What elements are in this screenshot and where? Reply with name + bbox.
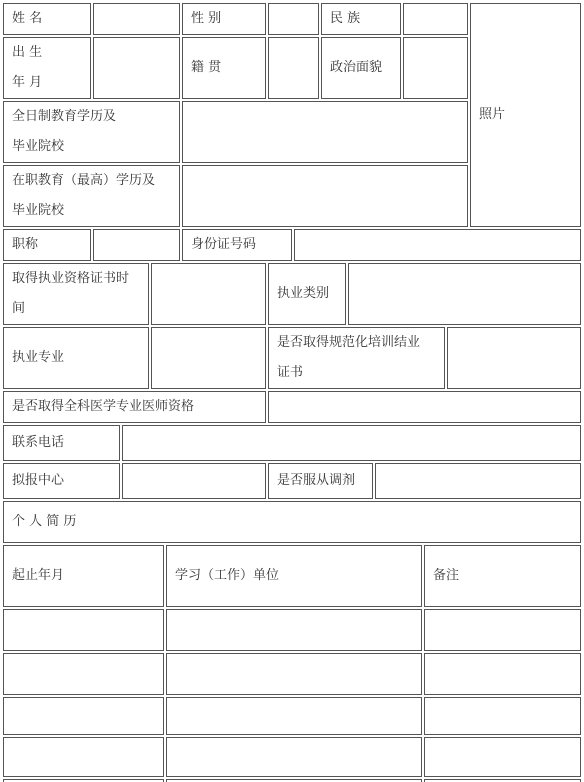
- resume-remarks-cell[interactable]: [424, 737, 581, 777]
- resume-col-period: 起止年月: [3, 545, 164, 607]
- gender-field[interactable]: [268, 3, 319, 35]
- practice-category-label: 执业类别: [268, 263, 346, 325]
- fulltime-education-field[interactable]: [182, 101, 468, 163]
- license-time-label: 取得执业资格证书时 间: [3, 263, 149, 325]
- title-field[interactable]: [93, 229, 180, 261]
- name-label: 姓 名: [3, 3, 91, 35]
- inservice-education-field[interactable]: [182, 165, 468, 227]
- ethnicity-label: 民 族: [321, 3, 401, 35]
- id-number-label: 身份证号码: [182, 229, 292, 261]
- resume-remarks-cell[interactable]: [424, 609, 581, 651]
- native-place-field[interactable]: [268, 37, 319, 99]
- resume-period-cell[interactable]: [3, 609, 164, 651]
- target-center-field[interactable]: [122, 463, 266, 499]
- resume-unit-cell[interactable]: [166, 697, 422, 735]
- birth-label: 出 生 年 月: [3, 37, 91, 99]
- birth-field[interactable]: [93, 37, 180, 99]
- ethnicity-field[interactable]: [403, 3, 468, 35]
- accept-assignment-label: 是否服从调剂: [268, 463, 373, 499]
- practice-specialty-field[interactable]: [151, 327, 266, 389]
- resume-remarks-cell[interactable]: [424, 653, 581, 695]
- phone-label: 联系电话: [3, 425, 120, 461]
- resume-col-remarks: 备注: [424, 545, 581, 607]
- resume-period-cell[interactable]: [3, 737, 164, 777]
- title-label: 职称: [3, 229, 91, 261]
- practice-category-field[interactable]: [348, 263, 581, 325]
- resume-col-unit: 学习（工作）单位: [166, 545, 422, 607]
- resume-period-cell[interactable]: [3, 653, 164, 695]
- gp-qualification-field[interactable]: [268, 391, 581, 423]
- standard-training-field[interactable]: [447, 327, 581, 389]
- phone-field[interactable]: [122, 425, 581, 461]
- inservice-education-label: 在职教育（最高）学历及 毕业院校: [3, 165, 180, 227]
- standard-training-label: 是否取得规范化培训结业 证书: [268, 327, 445, 389]
- resume-period-cell[interactable]: [3, 697, 164, 735]
- resume-unit-cell[interactable]: [166, 653, 422, 695]
- resume-unit-cell[interactable]: [166, 609, 422, 651]
- fulltime-education-label: 全日制教育学历及 毕业院校: [3, 101, 180, 163]
- resume-unit-cell[interactable]: [166, 737, 422, 777]
- practice-specialty-label: 执业专业: [3, 327, 149, 389]
- resume-section-title: 个 人 简 历: [3, 501, 581, 543]
- license-time-field[interactable]: [151, 263, 266, 325]
- accept-assignment-field[interactable]: [375, 463, 581, 499]
- political-status-label: 政治面貌: [321, 37, 401, 99]
- resume-remarks-cell[interactable]: [424, 697, 581, 735]
- gp-qualification-label: 是否取得全科医学专业医师资格: [3, 391, 266, 423]
- native-place-label: 籍 贯: [182, 37, 266, 99]
- target-center-label: 拟报中心: [3, 463, 120, 499]
- name-field[interactable]: [93, 3, 180, 35]
- gender-label: 性 别: [182, 3, 266, 35]
- photo-box[interactable]: 照片: [470, 3, 581, 227]
- political-status-field[interactable]: [403, 37, 468, 99]
- id-number-field[interactable]: [294, 229, 581, 261]
